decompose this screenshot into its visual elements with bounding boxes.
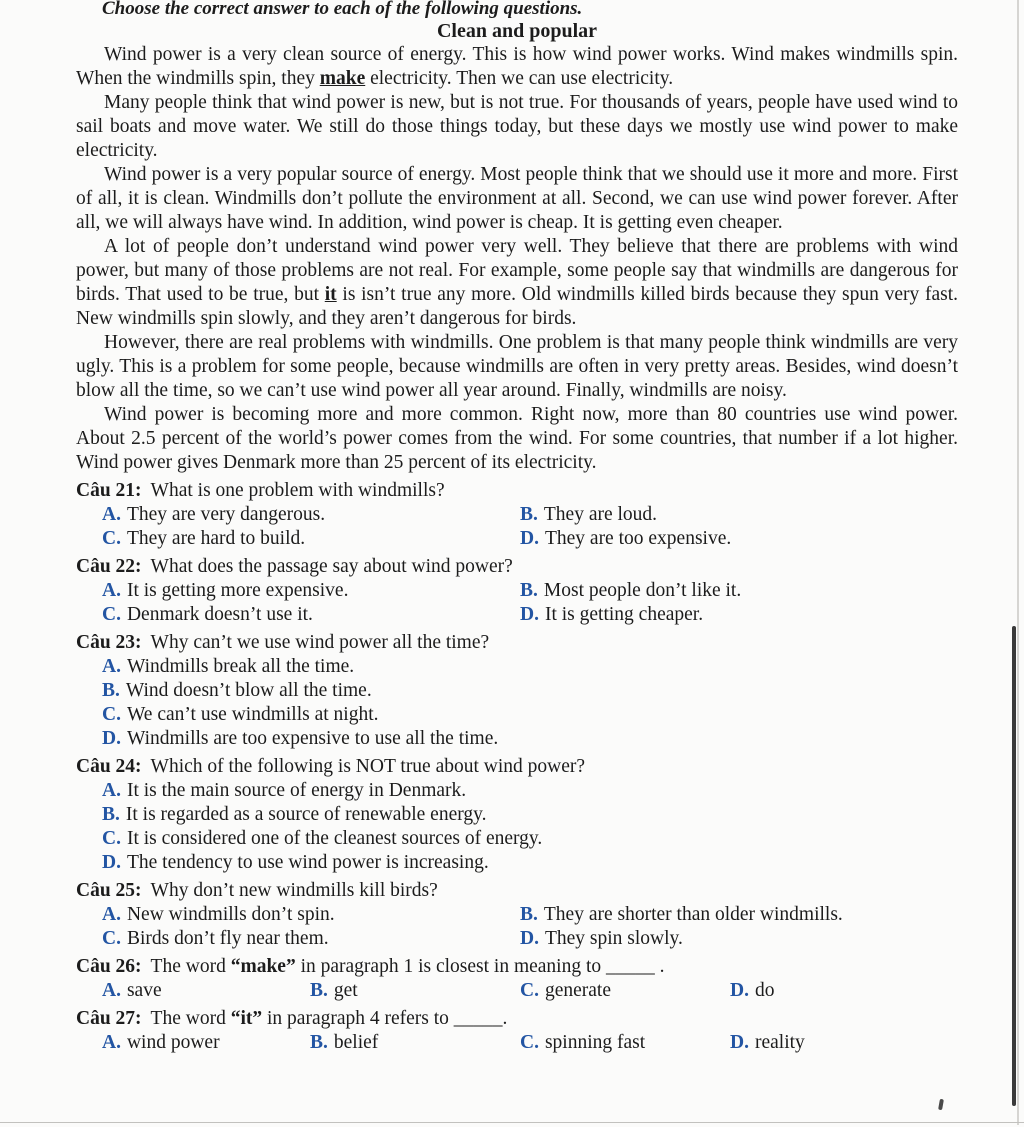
option-letter: B. <box>102 804 120 825</box>
text-segment: electricity. Then we can use electricity. <box>365 68 674 89</box>
answer-option <box>520 527 958 551</box>
option-letter: A. <box>102 504 121 525</box>
answer-option <box>310 979 520 1003</box>
text-segment: What does the passage say about wind power? <box>150 556 513 577</box>
answer-option <box>102 1031 310 1055</box>
highlighted-word: “it” <box>230 1008 263 1029</box>
options-list <box>76 579 958 627</box>
answer-option <box>102 527 520 551</box>
question-number: Câu 25: <box>76 880 142 901</box>
question-block <box>76 755 958 875</box>
answer-option <box>102 579 520 603</box>
option-letter: C. <box>102 928 121 949</box>
answer-option <box>520 603 958 627</box>
text-segment: Wind power is becoming more and more common. Right now, more than 80 countries use wind power. About 2.5 percent of the world’s power comes from the wind. For some countries, that number if a lot higher. Wind power gives Denmark more than 25 percent of its electricity. <box>76 404 958 473</box>
option-letter: C. <box>102 604 121 625</box>
option-text: Windmills are too expensive to use all the time. <box>126 728 499 749</box>
answer-option <box>520 903 958 927</box>
questions-section <box>76 479 958 1055</box>
option-text: They are very dangerous. <box>126 504 326 525</box>
question-block <box>76 879 958 951</box>
option-letter: B. <box>520 904 538 925</box>
answer-option <box>102 503 520 527</box>
question-stem <box>76 955 958 979</box>
passage-paragraph <box>76 91 958 163</box>
question-stem <box>76 755 958 779</box>
text-segment: Why can’t we use wind power all the time? <box>150 632 490 653</box>
option-letter: A. <box>102 1032 121 1053</box>
question-stem <box>76 879 958 903</box>
answer-option <box>520 979 730 1003</box>
highlighted-word: make <box>319 68 366 89</box>
option-text: Wind doesn’t blow all the time. <box>125 680 372 701</box>
answer-option <box>102 803 958 827</box>
option-text: spinning fast <box>544 1032 646 1053</box>
option-letter: D. <box>520 604 539 625</box>
option-letter: C. <box>102 704 121 725</box>
options-list <box>76 1031 958 1055</box>
options-list <box>76 779 958 875</box>
passage-title: Clean and popular <box>436 20 598 42</box>
option-text: Denmark doesn’t use it. <box>126 604 313 625</box>
text-segment: Why don’t new windmills kill birds? <box>150 880 438 901</box>
option-letter: D. <box>102 852 121 873</box>
answer-option <box>730 1031 958 1055</box>
option-text: They spin slowly. <box>544 928 683 949</box>
answer-option <box>102 679 958 703</box>
option-text: belief <box>333 1032 379 1053</box>
option-letter: D. <box>102 728 121 749</box>
scan-bottom-line <box>0 1122 1024 1123</box>
option-text: do <box>754 980 775 1001</box>
option-letter: B. <box>102 680 120 701</box>
answer-option <box>102 655 958 679</box>
option-text: It is the main source of energy in Denmark. <box>126 780 467 801</box>
scan-artifact-mark <box>938 1099 944 1111</box>
answer-option <box>102 827 958 851</box>
option-text: It is getting more expensive. <box>126 580 349 601</box>
scan-edge-light-line <box>1017 0 1019 1125</box>
option-text: It is considered one of the cleanest sources of energy. <box>126 828 543 849</box>
option-letter: A. <box>102 780 121 801</box>
text-segment: A lot of people don’t understand wind power very well. They believe that there are problems with wind power, but many of those problems are not real. For example, some people say that windmills are dangerous for birds. That used to be true, but <box>76 236 958 305</box>
passage-paragraph <box>76 403 958 475</box>
question-block <box>76 479 958 551</box>
option-text: They are too expensive. <box>544 528 732 549</box>
option-letter: C. <box>102 528 121 549</box>
option-letter: C. <box>520 1032 539 1053</box>
text-segment: Wind power is a very clean source of energy. This is how wind power works. Wind makes windmills spin. When the windmills spin, they <box>76 44 958 89</box>
passage-paragraph <box>76 331 958 403</box>
option-text: The tendency to use wind power is increasing. <box>126 852 489 873</box>
passage-paragraph <box>76 235 958 331</box>
text-segment: Wind power is a very popular source of energy. Most people think that we should use it more and more. First of all, it is clean. Windmills don’t pollute the environment at all. Second, we can use wind power forever. After all, we will always have wind. In addition, wind power is cheap. It is getting even cheaper. <box>76 164 958 233</box>
option-letter: B. <box>310 1032 328 1053</box>
text-segment: The word <box>150 1008 231 1029</box>
option-text: New windmills don’t spin. <box>126 904 335 925</box>
passage <box>76 43 958 475</box>
question-block <box>76 955 958 1003</box>
answer-option <box>102 779 958 803</box>
option-text: They are shorter than older windmills. <box>543 904 843 925</box>
option-text: They are hard to build. <box>126 528 306 549</box>
text-segment: Many people think that wind power is new, but is not true. For thousands of years, people have used wind to sail boats and move water. We still do those things today, but these days we mostly use wind power to make electricity. <box>76 92 958 161</box>
option-text: get <box>333 980 358 1001</box>
answer-option <box>520 927 958 951</box>
answer-option <box>102 603 520 627</box>
answer-option <box>520 579 958 603</box>
text-segment: However, there are real problems with windmills. One problem is that many people think windmills are very ugly. This is a problem for some people, because windmills are often in very pretty areas. Besides, wind doesn’t blow all the time, so we can’t use wind power all year around. Finally, windmills are noisy. <box>76 332 958 401</box>
option-letter: A. <box>102 656 121 677</box>
option-text: Windmills break all the time. <box>126 656 355 677</box>
question-number: Câu 22: <box>76 556 142 577</box>
question-stem <box>76 555 958 579</box>
options-list <box>76 903 958 951</box>
option-text: wind power <box>126 1032 220 1053</box>
answer-option <box>102 703 958 727</box>
scan-edge-dark-line <box>1012 626 1016 1106</box>
answer-option <box>102 979 310 1003</box>
option-text: reality <box>754 1032 805 1053</box>
option-letter: B. <box>310 980 328 1001</box>
answer-option <box>102 727 958 751</box>
text-segment: The word <box>150 956 231 977</box>
option-text: They are loud. <box>543 504 658 525</box>
answer-option <box>102 903 520 927</box>
option-text: generate <box>544 980 612 1001</box>
option-letter: D. <box>730 1032 749 1053</box>
instruction-line: Choose the correct answer to each of the following questions. <box>102 0 583 19</box>
option-letter: A. <box>102 580 121 601</box>
answer-option <box>520 1031 730 1055</box>
question-number: Câu 24: <box>76 756 142 777</box>
question-number: Câu 21: <box>76 480 142 501</box>
question-number: Câu 27: <box>76 1008 142 1029</box>
highlighted-word: “make” <box>230 956 296 977</box>
options-list <box>76 503 958 551</box>
options-list <box>76 979 958 1003</box>
option-text: save <box>126 980 162 1001</box>
answer-option <box>102 927 520 951</box>
highlighted-word: it <box>324 284 337 305</box>
text-segment: Which of the following is NOT true about wind power? <box>150 756 586 777</box>
question-number: Câu 23: <box>76 632 142 653</box>
option-letter: A. <box>102 980 121 1001</box>
question-block <box>76 1007 958 1055</box>
option-letter: D. <box>520 528 539 549</box>
option-text: It is getting cheaper. <box>544 604 704 625</box>
answer-option <box>102 851 958 875</box>
option-letter: B. <box>520 504 538 525</box>
option-letter: C. <box>520 980 539 1001</box>
option-text: We can’t use windmills at night. <box>126 704 379 725</box>
text-segment: is isn’t true any more. Old windmills killed birds because they spun very fast. New windmills spin slowly, and they aren’t dangerous for birds. <box>76 284 958 329</box>
option-letter: B. <box>520 580 538 601</box>
option-text: Birds don’t fly near them. <box>126 928 329 949</box>
passage-paragraph <box>76 43 958 91</box>
question-block <box>76 631 958 751</box>
option-text: Most people don’t like it. <box>543 580 742 601</box>
option-letter: C. <box>102 828 121 849</box>
option-text: It is regarded as a source of renewable energy. <box>125 804 487 825</box>
answer-option <box>730 979 958 1003</box>
question-stem <box>76 479 958 503</box>
answer-option <box>310 1031 520 1055</box>
passage-paragraph <box>76 163 958 235</box>
options-list <box>76 655 958 751</box>
question-block <box>76 555 958 627</box>
question-stem <box>76 1007 958 1031</box>
option-letter: D. <box>520 928 539 949</box>
text-segment: in paragraph 1 is closest in meaning to _____ . <box>295 956 665 977</box>
answer-option <box>520 503 958 527</box>
question-number: Câu 26: <box>76 956 142 977</box>
question-stem <box>76 631 958 655</box>
option-letter: D. <box>730 980 749 1001</box>
text-segment: in paragraph 4 refers to _____. <box>262 1008 508 1029</box>
option-letter: A. <box>102 904 121 925</box>
text-segment: What is one problem with windmills? <box>150 480 445 501</box>
